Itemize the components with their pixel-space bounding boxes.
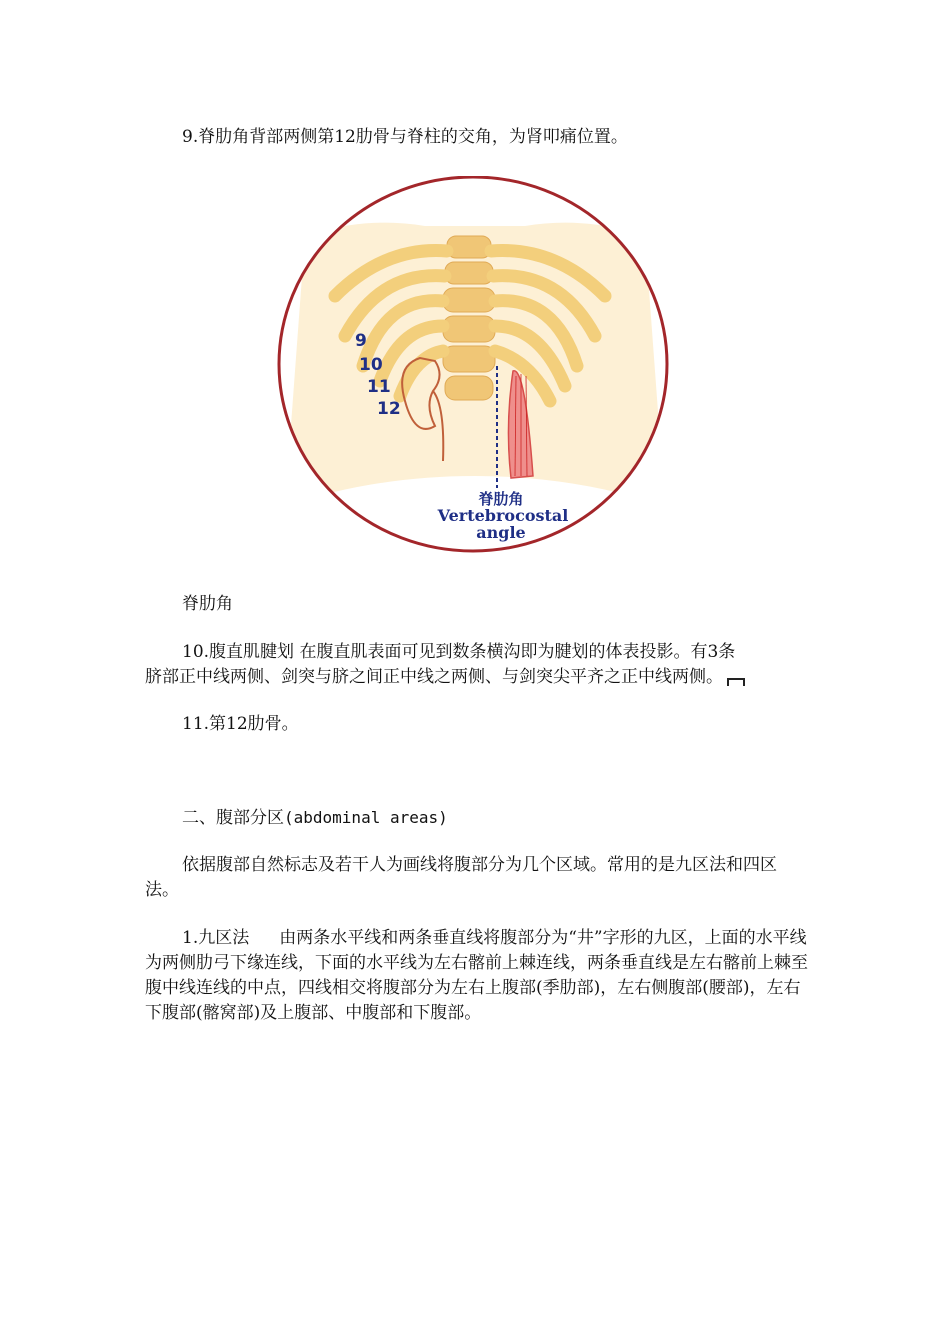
nine-zone-text: 由两条水平线和两条垂直线将腹部分为“井”字形的九区，上面的水平线为两侧肋弓下缘连线，下面的水平线为左右髂前上棘连线，两条垂直线是左右髂前上棘至腹中线连线的中点，四线相交将腹部分为左右上腹部(季肋部)，左右侧腹部(腰部)，左右下腹部(髂窝部)及上腹部、中腹部和下腹部。	[145, 928, 808, 1023]
rib-label-12: 12	[377, 399, 401, 419]
vertebrocostal-angle-figure	[275, 176, 675, 556]
figure-label-english-1: Vertebrocostal	[437, 506, 569, 525]
intro-text: 依据腹部自然标志及若干人为画线将腹部分为几个区域。常用的是九区法和四区法。	[145, 855, 777, 900]
item-10-paragraph	[145, 640, 825, 665]
figure-caption	[145, 592, 810, 617]
rib-label-9: 9	[355, 331, 367, 351]
figure-label-english-2: angle	[476, 523, 526, 542]
item-9-paragraph	[145, 125, 810, 150]
anatomy-illustration	[275, 176, 675, 556]
nine-zone-paragraph	[145, 926, 810, 1026]
rib-label-11: 11	[367, 377, 391, 397]
text-cursor-marker	[727, 678, 745, 686]
section-heading	[145, 805, 810, 831]
item-10-text-line2: 脐部正中线两侧、剑突与脐之间正中线之两侧、与剑突尖平齐之正中线两侧。	[145, 667, 723, 687]
intro-paragraph	[145, 853, 810, 903]
nine-zone-title: 1.九区法	[182, 928, 250, 948]
section-title: 二、腹部分区	[182, 808, 284, 828]
item-10-title: 10.腹直肌腱划	[182, 642, 295, 662]
item-11-paragraph	[145, 712, 810, 737]
item-9-text: 9.脊肋角背部两侧第12肋骨与脊柱的交角，为肾叩痛位置。	[182, 127, 628, 147]
rib-label-10: 10	[359, 355, 383, 375]
item-10-continuation	[145, 665, 825, 690]
section-title-english: (abdominal areas)	[284, 808, 448, 827]
item-10-text-line1: 在腹直肌表面可见到数条横沟即为腱划的体表投影。有3条	[299, 642, 736, 662]
caption-text: 脊肋角	[182, 594, 233, 614]
figure-label-chinese: 脊肋角	[478, 490, 524, 508]
item-11-text: 11.第12肋骨。	[182, 714, 299, 734]
